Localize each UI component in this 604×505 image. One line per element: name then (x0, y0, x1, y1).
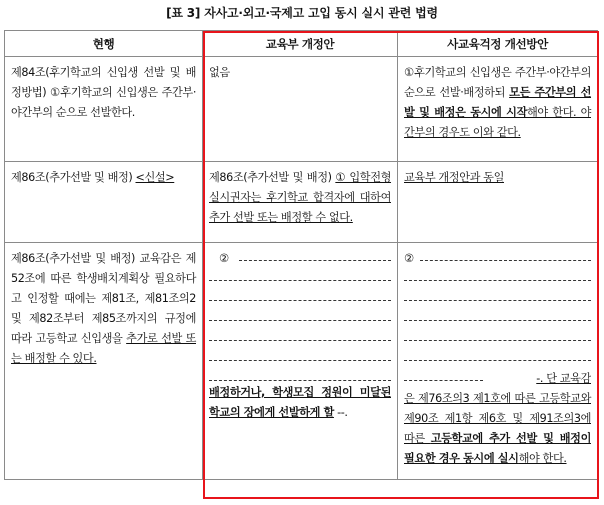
row3-proposal-post: 해야 한다. (518, 452, 567, 465)
header-ministry: 교육부 개정안 (203, 31, 398, 57)
header-proposal: 사교육걱정 개선방안 (398, 31, 598, 57)
row2-current-pre: 제86조(추가선발 및 배정) (11, 171, 136, 184)
row2-ministry (203, 162, 398, 243)
row2-current-new: <신설> (135, 171, 175, 184)
row3-ministry-tail: --. (333, 406, 348, 419)
table-caption: [표 3] 자사고·외고·국제고 고입 동시 실시 관련 법령 (166, 6, 438, 20)
table-row (5, 162, 598, 243)
row3-proposal-mark: ② (404, 252, 414, 265)
row1-proposal (398, 57, 598, 162)
row2-proposal-text: 교육부 개정안과 동일 (404, 171, 504, 184)
table-header-row (5, 31, 598, 57)
table-row (5, 243, 598, 480)
row1-proposal-post: 해야 한다. 야간부의 경우도 이와 같다. (404, 106, 591, 139)
row3-proposal-bold: 고등학교에 추가 선발 및 배정이 필요한 경우 동시에 실시 (404, 432, 591, 465)
law-comparison-table (4, 30, 598, 480)
row1-ministry-text: 없음 (209, 66, 230, 79)
row3-proposal-tail: -. 단 교육감 (536, 372, 591, 385)
row1-current (5, 57, 203, 162)
row1-proposal-bold: 모든 주간부의 선발 및 배정은 동시에 시작 (404, 86, 592, 119)
row2-proposal (398, 162, 598, 243)
row3-current-pre: 제86조(추가선발 및 배정) 교육감은 제52조에 따른 학생배치계획상 필요하다고 인정할 때에는 제81조, 제81조의2 및 제82조부터 제85조까지의 규정에 따라 고등학교 신입생을 (11, 252, 196, 345)
row3-proposal (398, 243, 598, 480)
row3-ministry (203, 243, 398, 480)
row3-current (5, 243, 203, 480)
row3-ministry-mark: ② (219, 252, 229, 265)
row1-current-text: 제84조(후기학교의 신입생 선발 및 배정방법) ①후기학교의 신입생은 주간부·야간부의 순으로 선발한다. (11, 66, 196, 119)
row1-ministry (203, 57, 398, 162)
row2-current (5, 162, 203, 243)
row3-ministry-bold: 배정하거나, 학생모집 정원이 미달된 학교의 장에게 선발하게 할 (209, 386, 391, 419)
row2-ministry-pre: 제86조(추가선발 및 배정) (209, 171, 336, 184)
row3-proposal-pre: 은 제76조의3 제1호에 따른 고등학교와 제90조 제1항 제6호 및 제91조의3에 따른 (404, 392, 591, 445)
row2-ministry-new: ① 입학전형실시권자는 후기학교 합격자에 대하여 추가 선발 또는 배정할 수 없다. (209, 171, 392, 224)
table-row (5, 57, 598, 162)
header-current: 현행 (5, 31, 203, 57)
row3-current-underlined: 추가로 선발 또는 배정할 수 있다. (11, 332, 196, 365)
row1-proposal-pre: ①후기학교의 신입생은 주간부·야간부의 순으로 선발·배정하되 (404, 66, 591, 99)
